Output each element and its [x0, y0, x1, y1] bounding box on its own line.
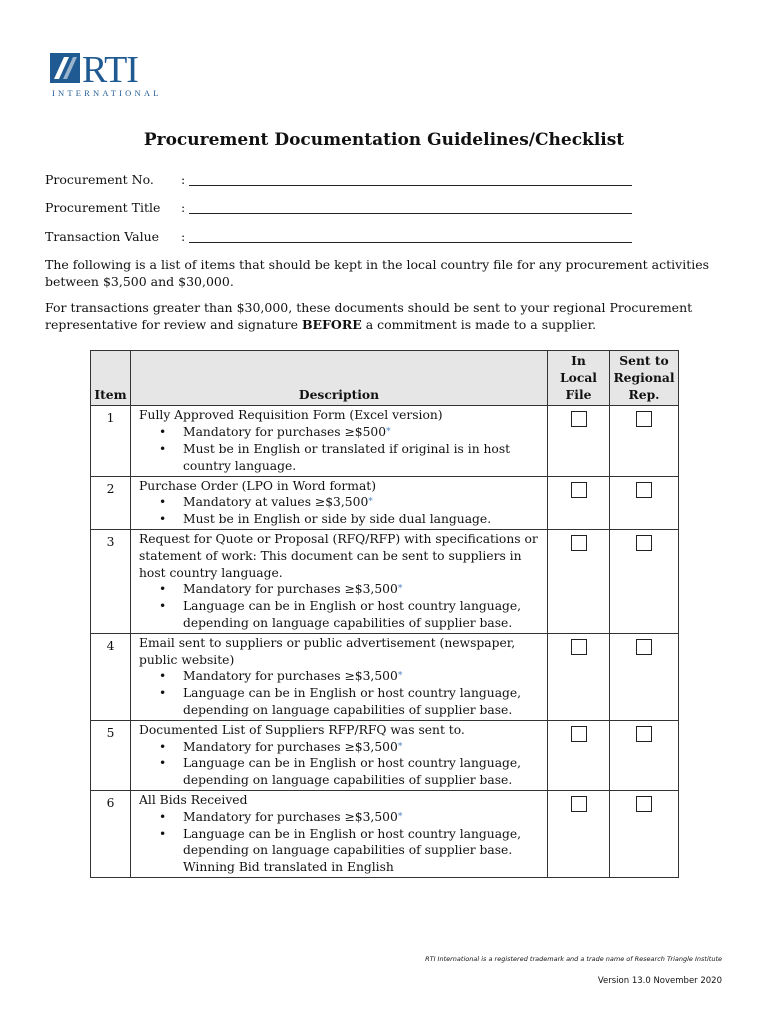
checkbox-cell	[548, 633, 610, 720]
requirement-item	[183, 809, 543, 826]
requirement-text: Must be in English or side by side dual language.	[183, 512, 492, 527]
requirement-text: Mandatory for purchases ≥$500	[183, 425, 387, 440]
requirement-text: Mandatory for purchases ≥$3,500	[183, 582, 398, 597]
in-local-file-checkbox[interactable]	[571, 796, 587, 812]
sent-to-regional-checkbox[interactable]	[636, 726, 652, 742]
field-label: Procurement Title	[45, 200, 161, 215]
in-local-file-checkbox[interactable]	[571, 639, 587, 655]
checkbox-cell	[548, 720, 610, 790]
in-local-file-checkbox[interactable]	[571, 535, 587, 551]
checkbox-cell	[610, 529, 679, 633]
item-description	[131, 633, 548, 720]
checkbox-cell	[548, 406, 610, 476]
checkbox-cell	[548, 529, 610, 633]
in-local-file-checkbox[interactable]	[571, 411, 587, 427]
requirement-list	[139, 581, 543, 631]
item-description	[131, 406, 548, 476]
requirement-item	[183, 685, 543, 719]
item-number: 5	[91, 720, 131, 790]
requirement-list	[139, 424, 543, 474]
in-local-file-checkbox[interactable]	[571, 482, 587, 498]
requirement-text: Mandatory for purchases ≥$3,500	[183, 739, 398, 754]
field-colon: :	[181, 172, 186, 187]
requirement-text: Language can be in English or host country language, depending on language capabilities of supplier base. Winning Bid translated in English	[183, 826, 522, 875]
asterisk-icon: *	[397, 584, 403, 595]
requirement-list	[139, 668, 543, 718]
asterisk-icon: *	[368, 497, 373, 508]
field-label: Procurement No.	[45, 172, 154, 187]
field-colon: :	[181, 229, 186, 244]
item-description	[131, 720, 548, 790]
requirement-item	[183, 598, 543, 632]
description-text: Documented List of Suppliers RFP/RFQ was sent to.	[139, 722, 465, 737]
review-text-start: For transactions greater than $30,000, these documents should be sent to your regional Procurement representative for review and signature	[45, 300, 693, 332]
header-sent-to-regional: Sent to Regional Rep.	[610, 351, 679, 406]
sent-to-regional-checkbox[interactable]	[636, 411, 652, 427]
requirement-item	[183, 826, 543, 876]
checkbox-cell	[610, 633, 679, 720]
trademark-notice: RTI International is a registered trademark and a trade name of Research Triangle Institute	[425, 955, 722, 963]
requirement-item	[183, 755, 543, 789]
description-text: Purchase Order (LPO in Word format)	[139, 478, 377, 493]
checkbox-cell	[610, 720, 679, 790]
table-row	[91, 633, 679, 720]
item-description	[131, 476, 548, 529]
requirement-text: Language can be in English or host country language, depending on language capabilities of supplier base.	[183, 599, 522, 630]
checkbox-cell	[548, 790, 610, 877]
item-description	[131, 529, 548, 633]
requirement-text: Mandatory for purchases ≥$3,500	[183, 669, 398, 684]
table-row	[91, 790, 679, 877]
requirement-text: Must be in English or translated if original is in host country language.	[183, 441, 511, 473]
review-paragraph	[45, 299, 725, 333]
requirement-text: Language can be in English or host country language, depending on language capabilities of supplier base.	[183, 756, 522, 788]
requirement-item	[183, 668, 543, 685]
requirement-text: Mandatory for purchases ≥$3,500	[183, 809, 398, 824]
header-item: Item	[91, 351, 131, 406]
table-row	[91, 406, 679, 476]
item-number: 3	[91, 529, 131, 633]
item-number: 4	[91, 633, 131, 720]
version-label: Version 13.0 November 2020	[597, 976, 722, 986]
requirement-item	[183, 581, 543, 598]
requirement-text: Mandatory at values ≥$3,500	[183, 495, 369, 510]
sent-to-regional-checkbox[interactable]	[636, 535, 652, 551]
requirement-list	[139, 739, 543, 789]
rti-logo-mark-icon	[50, 53, 80, 83]
asterisk-icon: *	[397, 741, 403, 752]
requirement-item	[183, 511, 543, 528]
asterisk-icon: *	[386, 427, 391, 438]
rti-logo	[50, 50, 170, 100]
field-colon: :	[181, 200, 186, 215]
field-blank-line[interactable]	[189, 185, 632, 186]
asterisk-icon: *	[397, 671, 403, 682]
requirement-item	[183, 441, 543, 475]
page-title: Procurement Documentation Guidelines/Checklist	[143, 130, 625, 150]
checklist-body	[91, 406, 679, 878]
requirement-list	[139, 494, 543, 528]
asterisk-icon: *	[397, 811, 403, 822]
table-row	[91, 529, 679, 633]
sent-to-regional-checkbox[interactable]	[636, 482, 652, 498]
item-number: 6	[91, 790, 131, 877]
checkbox-cell	[610, 476, 679, 529]
logo-subtitle: INTERNATIONAL	[52, 88, 162, 98]
item-description	[131, 790, 548, 877]
sent-to-regional-checkbox[interactable]	[636, 639, 652, 655]
header-in-local-file: In Local File	[548, 351, 610, 406]
description-text: Request for Quote or Proposal (RFQ/RFP) with specifications or statement of work: This document can be sent to suppliers in host country language.	[139, 531, 538, 580]
requirement-item	[183, 424, 543, 441]
sent-to-regional-checkbox[interactable]	[636, 796, 652, 812]
table-row	[91, 476, 679, 529]
checkbox-cell	[610, 406, 679, 476]
item-number: 2	[91, 476, 131, 529]
before-emphasis: BEFORE	[301, 317, 362, 332]
requirement-list	[139, 809, 543, 876]
description-text: Email sent to suppliers or public advertisement (newspaper, public website)	[139, 635, 516, 667]
requirement-item	[183, 739, 543, 756]
field-blank-line[interactable]	[189, 242, 632, 243]
description-text: Fully Approved Requisition Form (Excel version)	[139, 408, 443, 423]
intro-paragraph: The following is a list of items that should be kept in the local country file for any procurement activities between $3,500 and $30,000.	[45, 257, 710, 289]
header-description: Description	[131, 351, 548, 406]
item-number: 1	[91, 406, 131, 476]
description-text: All Bids Received	[139, 792, 248, 807]
table-header-row	[91, 351, 679, 406]
requirement-item	[183, 494, 543, 511]
checkbox-cell	[610, 790, 679, 877]
requirement-text: Language can be in English or host country language, depending on language capabilities of supplier base.	[183, 686, 522, 717]
logo-wordmark: RTI	[82, 49, 138, 91]
field-blank-line[interactable]	[189, 213, 632, 214]
field-label: Transaction Value	[45, 229, 160, 244]
checkbox-cell	[548, 476, 610, 529]
in-local-file-checkbox[interactable]	[571, 726, 587, 742]
checklist-table	[90, 350, 679, 878]
review-text-end: a commitment is made to a supplier.	[361, 317, 597, 332]
table-row	[91, 720, 679, 790]
